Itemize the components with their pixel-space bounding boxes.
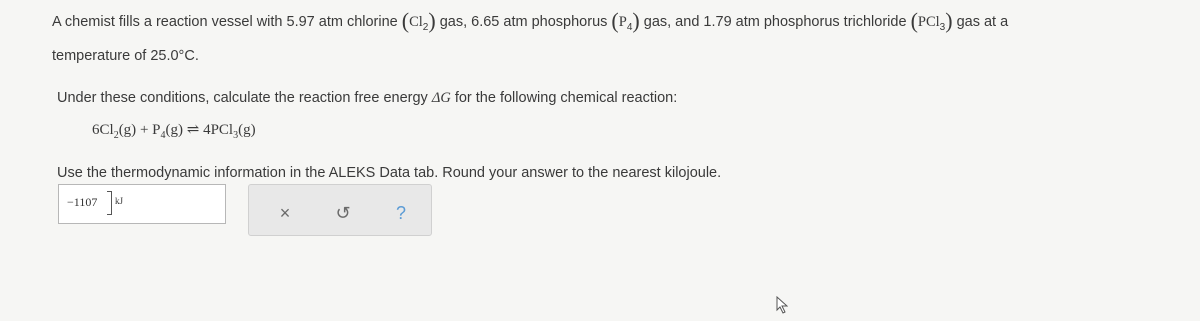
mouse-pointer-icon [776,296,788,319]
equilibrium-arrow-icon: ⇌ [186,122,200,138]
intro-text-3: gas, and 1.79 atm phosphorus trichloride [643,14,907,30]
eq-product: 4PCl [203,122,234,138]
p4-formula: P [618,14,627,30]
eq-state-1: (g) [118,122,137,138]
eq-state-3: (g) [238,122,256,138]
instruction-suffix: for the following chemical reaction: [454,90,678,106]
question-line-2: temperature of 25.0°C. [52,48,199,64]
instruction-line [57,90,677,107]
eq-sub-1: 2 [113,130,119,141]
intro-text-1: A chemist fills a reaction vessel with 5.97 atm chlorine [52,14,398,30]
answer-tools-panel [248,184,432,236]
help-icon: ? [395,202,406,223]
answer-input[interactable] [58,184,226,224]
pcl3-formula: PCl [917,14,940,30]
eq-state-2: (g) [165,122,183,138]
help-button[interactable] [389,201,413,225]
undo-icon: ↺ [335,202,351,223]
eq-reactant-2: P [152,122,161,138]
question-line-1: A chemist fills a reaction vessel with 5.97 atm chlorine $(Cl_2)$ gas, 6.65 atm phosphorus $(P_4)$ gas, and 1.79 atm phosphorus trichloride (PCl$_3$) gas at a [52,8,1009,33]
cl2-subscript: 2 [422,21,429,33]
instruction-prefix: Under these conditions, calculate the reaction free energy [57,90,428,106]
pcl3-subscript: 3 [939,21,946,33]
chemical-equation [92,120,256,141]
close-icon: × [279,202,291,223]
undo-button[interactable] [331,201,355,225]
p4-subscript: 4 [626,21,633,33]
eq-plus: + [139,122,149,138]
cl2-formula: Cl [409,14,423,30]
answer-value: −1107 [67,195,98,209]
intro-text-2: gas, 6.65 atm phosphorus [439,14,608,30]
instruction-note: Use the thermodynamic information in the ALEKS Data tab. Round your answer to the nearest kilojoule. [57,165,722,181]
answer-unit: kJ [115,196,124,206]
clear-button[interactable] [273,201,297,225]
eq-sub-2: 4 [160,130,166,141]
unit-bracket [107,191,112,215]
eq-sub-3: 3 [233,130,239,141]
eq-reactant-1: 6Cl [92,122,114,138]
intro-text-4: gas at a [956,14,1009,30]
delta-g-symbol: ΔG [431,90,451,106]
